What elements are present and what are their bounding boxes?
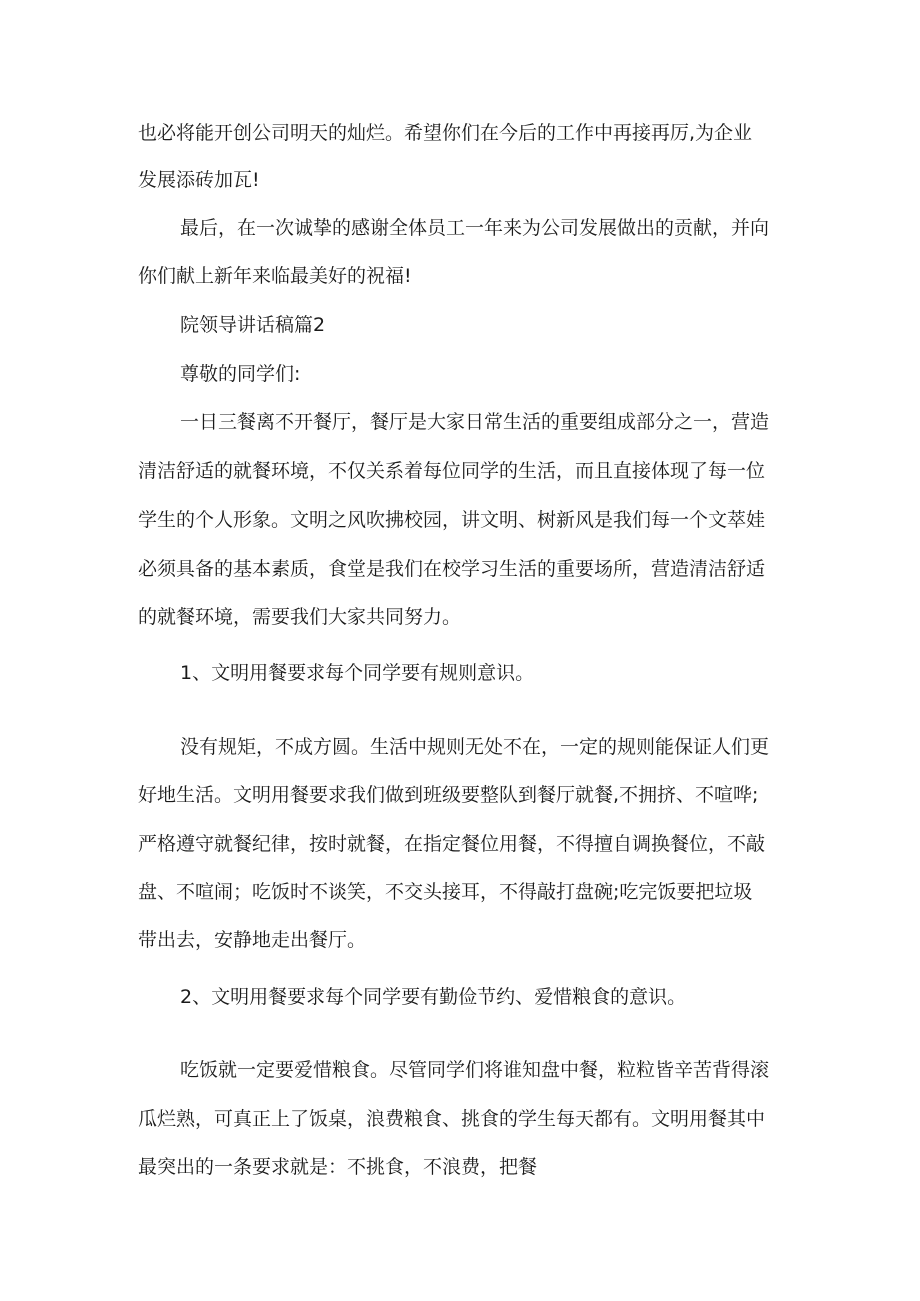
- text-line-11: 的就餐环境，需要我们大家共同努力。: [138, 606, 462, 628]
- text-line-16: 盘、不喧闹；吃饭时不谈笑，不交头接耳，不得敲打盘碗;吃完饭要把垃圾: [138, 881, 753, 903]
- text-line-19: 吃饭就一定要爱惜粮食。尽管同学们将谁知盘中餐，粒粒皆辛苦背得滚: [180, 1059, 770, 1081]
- salutation: 尊敬的同学们:: [180, 363, 301, 385]
- text-line-21: 最突出的一条要求就是：不挑食，不浪费，把餐: [138, 1156, 538, 1178]
- text-line-9: 学生的个人形象。文明之风吹拂校园，讲文明、树新风是我们每一个文萃娃: [138, 509, 766, 531]
- numbered-point-1: 1、文明用餐要求每个同学要有规则意识。: [180, 662, 535, 684]
- text-line-14: 好地生活。文明用餐要求我们做到班级要整队到餐厅就餐,不拥挤、不喧哗;: [138, 784, 759, 806]
- text-line-7: 一日三餐离不开餐厅，餐厅是大家日常生活的重要组成部分之一，营造: [180, 411, 770, 433]
- text-line-1: 也必将能开创公司明天的灿烂。希望你们在今后的工作中再接再厉,为企业: [138, 122, 753, 144]
- text-line-4: 你们献上新年来临最美好的祝福!: [138, 265, 412, 287]
- text-line-13: 没有规矩，不成方圆。生活中规则无处不在，一定的规则能保证人们更: [180, 736, 770, 758]
- text-line-8: 清洁舒适的就餐环境，不仅关系着每位同学的生活，而且直接体现了每一位: [138, 460, 766, 482]
- text-line-15: 严格遵守就餐纪律，按时就餐，在指定餐位用餐，不得擅自调换餐位，不敲: [138, 833, 766, 855]
- text-line-10: 必须具备的基本素质，食堂是我们在校学习生活的重要场所，营造清洁舒适: [138, 558, 766, 580]
- text-line-2: 发展添砖加瓦!: [138, 169, 260, 191]
- text-line-20: 瓜烂熟，可真正上了饭桌，浪费粮食、挑食的学生每天都有。文明用餐其中: [138, 1108, 766, 1130]
- section-heading: 院领导讲话稿篇2: [180, 314, 326, 336]
- text-line-17: 带出去，安静地走出餐厅。: [138, 929, 367, 951]
- numbered-point-2: 2、文明用餐要求每个同学要有勤俭节约、爱惜粮食的意识。: [180, 986, 687, 1008]
- text-line-3: 最后，在一次诚挚的感谢全体员工一年来为公司发展做出的贡献，并向: [180, 217, 770, 239]
